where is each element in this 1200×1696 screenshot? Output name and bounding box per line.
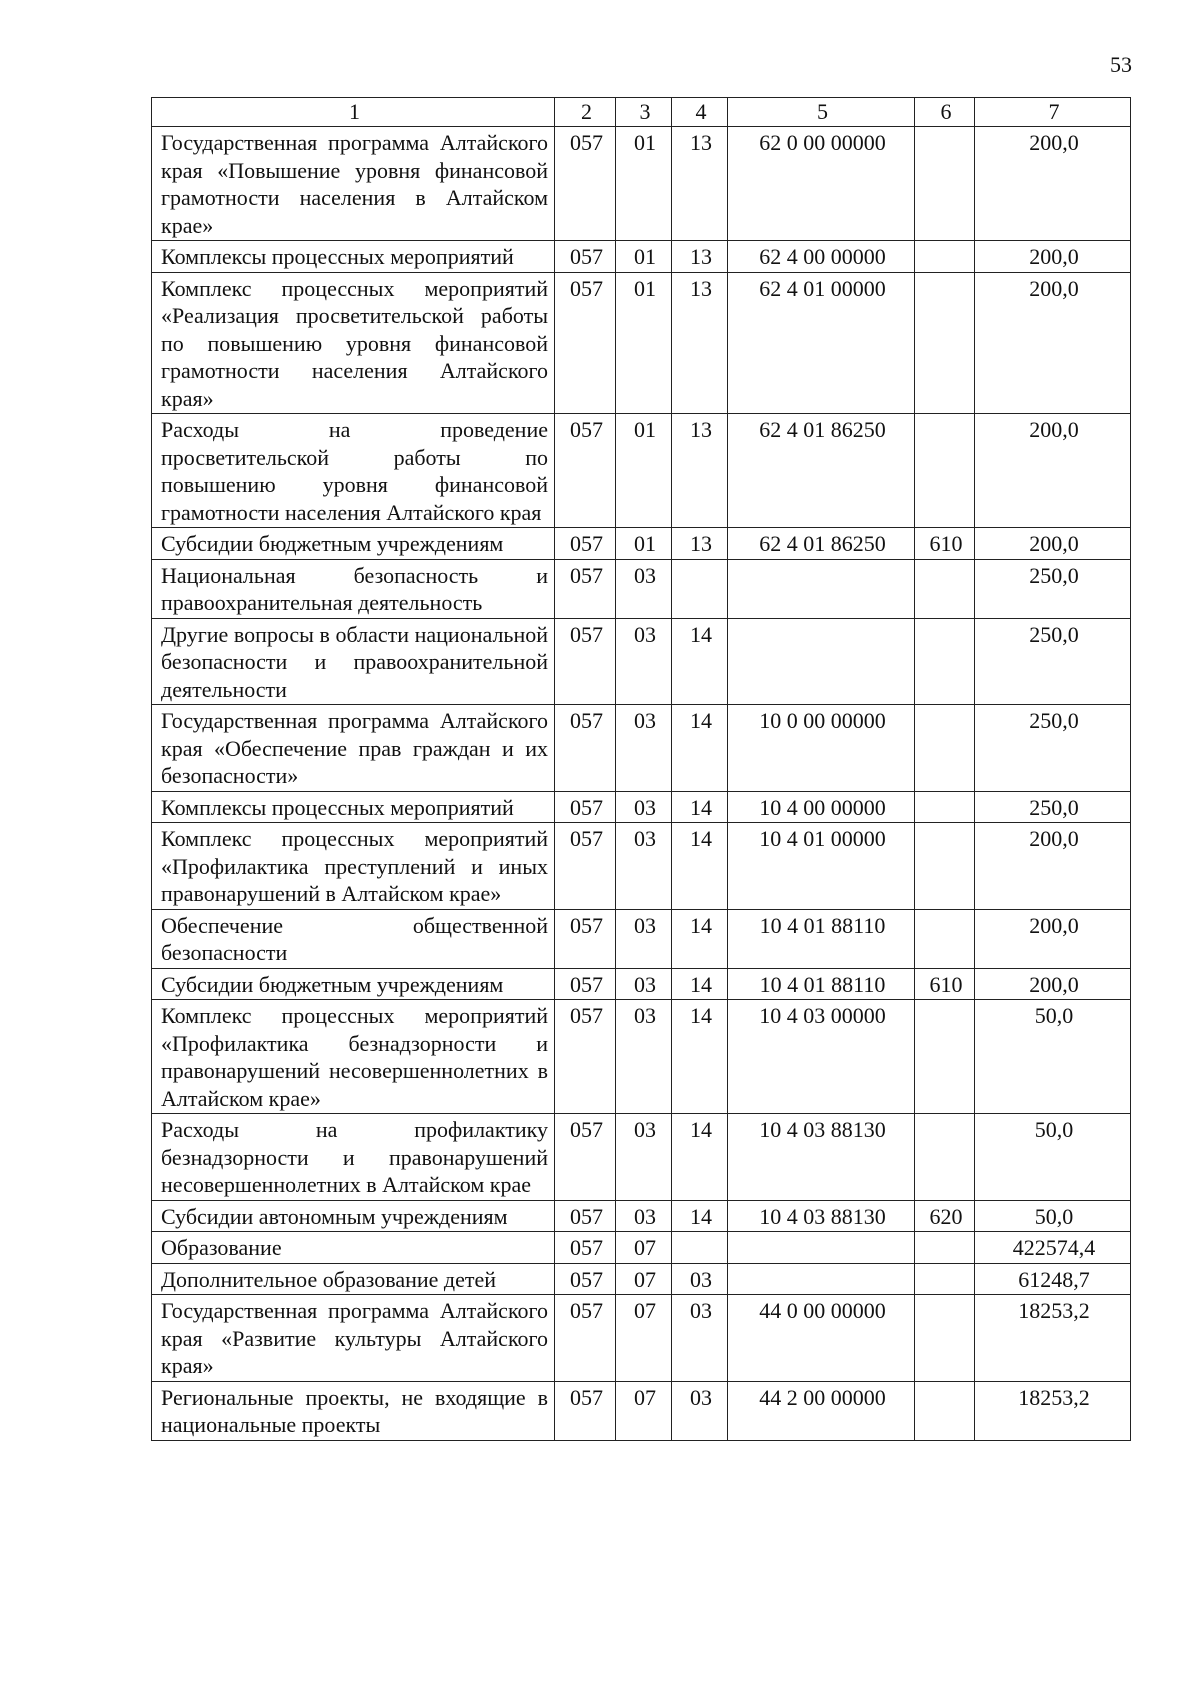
table-row: [152, 705, 1131, 792]
amount-cell: 200,0: [975, 272, 1131, 414]
code-cell: 057: [555, 241, 616, 273]
amount-cell: 200,0: [975, 414, 1131, 528]
row-name-cell: Комплексы процессных мероприятий: [152, 791, 555, 823]
table-row: [152, 414, 1131, 528]
code-cell: 057: [555, 1295, 616, 1382]
expense-type-cell: [915, 1263, 975, 1295]
amount-cell: 50,0: [975, 1000, 1131, 1114]
expense-type-cell: [915, 1114, 975, 1201]
subsection-cell: 14: [672, 1200, 728, 1232]
table-row: [152, 1295, 1131, 1382]
code-cell: 057: [555, 1232, 616, 1264]
amount-cell: 18253,2: [975, 1381, 1131, 1440]
subsection-cell: 03: [672, 1295, 728, 1382]
row-name-cell: Дополнительное образование детей: [152, 1263, 555, 1295]
section-cell: 03: [616, 968, 672, 1000]
target-article-cell: 44 0 00 00000: [728, 1295, 915, 1382]
expense-type-cell: [915, 1000, 975, 1114]
section-cell: 03: [616, 705, 672, 792]
target-article-cell: 44 2 00 00000: [728, 1381, 915, 1440]
code-cell: 057: [555, 705, 616, 792]
subsection-cell: 14: [672, 909, 728, 968]
section-cell: 03: [616, 909, 672, 968]
subsection-cell: 14: [672, 705, 728, 792]
row-name-cell: Государственная программа Алтайского края «Развитие культуры Алтайского края»: [152, 1295, 555, 1382]
subsection-cell: 13: [672, 528, 728, 560]
row-name-cell: Национальная безопасность и правоохранительная деятельность: [152, 559, 555, 618]
subsection-cell: [672, 1232, 728, 1264]
table-row: [152, 1200, 1131, 1232]
section-cell: 03: [616, 559, 672, 618]
row-name-cell: Региональные проекты, не входящие в национальные проекты: [152, 1381, 555, 1440]
expense-type-cell: [915, 1295, 975, 1382]
row-name-cell: Обеспечение общественной безопасности: [152, 909, 555, 968]
expense-type-cell: [915, 414, 975, 528]
target-article-cell: 10 0 00 00000: [728, 705, 915, 792]
expense-type-cell: 610: [915, 968, 975, 1000]
target-article-cell: 10 4 01 00000: [728, 823, 915, 910]
table-row: [152, 909, 1131, 968]
table-row: [152, 528, 1131, 560]
amount-cell: 250,0: [975, 618, 1131, 705]
expense-type-cell: [915, 127, 975, 241]
amount-cell: 250,0: [975, 705, 1131, 792]
header-cell: 5: [728, 98, 915, 127]
expense-type-cell: [915, 705, 975, 792]
code-cell: 057: [555, 127, 616, 241]
table-row: [152, 791, 1131, 823]
target-article-cell: [728, 559, 915, 618]
row-name-cell: Расходы на профилактику безнадзорности и правонарушений несовершеннолетних в Алтайском крае: [152, 1114, 555, 1201]
page-number: 53: [1110, 52, 1132, 77]
amount-cell: 200,0: [975, 823, 1131, 910]
target-article-cell: 10 4 01 88110: [728, 909, 915, 968]
expense-type-cell: [915, 1381, 975, 1440]
target-article-cell: 62 4 01 00000: [728, 272, 915, 414]
budget-table: [151, 97, 1131, 1441]
table-row: [152, 1381, 1131, 1440]
section-cell: 01: [616, 414, 672, 528]
code-cell: 057: [555, 1381, 616, 1440]
section-cell: 03: [616, 791, 672, 823]
section-cell: 03: [616, 1200, 672, 1232]
table-row: [152, 1000, 1131, 1114]
amount-cell: 50,0: [975, 1114, 1131, 1201]
code-cell: 057: [555, 1263, 616, 1295]
amount-cell: 50,0: [975, 1200, 1131, 1232]
amount-cell: 200,0: [975, 127, 1131, 241]
header-cell: 6: [915, 98, 975, 127]
target-article-cell: 62 0 00 00000: [728, 127, 915, 241]
row-name-cell: Комплекс процессных мероприятий «Профилактика преступлений и иных правонарушений в Алтайском крае»: [152, 823, 555, 910]
expense-type-cell: [915, 823, 975, 910]
amount-cell: 250,0: [975, 559, 1131, 618]
expense-type-cell: 620: [915, 1200, 975, 1232]
amount-cell: 422574,4: [975, 1232, 1131, 1264]
row-name-cell: Образование: [152, 1232, 555, 1264]
section-cell: 07: [616, 1232, 672, 1264]
table-row: [152, 968, 1131, 1000]
table-row: [152, 127, 1131, 241]
code-cell: 057: [555, 1000, 616, 1114]
header-cell: 7: [975, 98, 1131, 127]
row-name-cell: Другие вопросы в области национальной безопасности и правоохранительной деятельности: [152, 618, 555, 705]
amount-cell: 200,0: [975, 241, 1131, 273]
amount-cell: 200,0: [975, 528, 1131, 560]
table-row: [152, 241, 1131, 273]
subsection-cell: 13: [672, 241, 728, 273]
code-cell: 057: [555, 414, 616, 528]
subsection-cell: 14: [672, 823, 728, 910]
amount-cell: 250,0: [975, 791, 1131, 823]
subsection-cell: [672, 559, 728, 618]
section-cell: 07: [616, 1263, 672, 1295]
section-cell: 07: [616, 1295, 672, 1382]
target-article-cell: 10 4 00 00000: [728, 791, 915, 823]
code-cell: 057: [555, 1200, 616, 1232]
expense-type-cell: [915, 1232, 975, 1264]
target-article-cell: [728, 1232, 915, 1264]
section-cell: 03: [616, 1114, 672, 1201]
table-row: [152, 1232, 1131, 1264]
expense-type-cell: [915, 909, 975, 968]
target-article-cell: 62 4 00 00000: [728, 241, 915, 273]
target-article-cell: [728, 1263, 915, 1295]
section-cell: 01: [616, 528, 672, 560]
section-cell: 03: [616, 618, 672, 705]
code-cell: 057: [555, 968, 616, 1000]
header-cell: 2: [555, 98, 616, 127]
row-name-cell: Субсидии бюджетным учреждениям: [152, 528, 555, 560]
section-cell: 01: [616, 241, 672, 273]
code-cell: 057: [555, 528, 616, 560]
code-cell: 057: [555, 1114, 616, 1201]
subsection-cell: 14: [672, 791, 728, 823]
expense-type-cell: [915, 241, 975, 273]
subsection-cell: 13: [672, 272, 728, 414]
subsection-cell: 13: [672, 414, 728, 528]
code-cell: 057: [555, 791, 616, 823]
row-name-cell: Комплекс процессных мероприятий «Профилактика безнадзорности и правонарушений несовершеннолетних в Алтайском крае»: [152, 1000, 555, 1114]
target-article-cell: [728, 618, 915, 705]
table-row: [152, 618, 1131, 705]
code-cell: 057: [555, 559, 616, 618]
amount-cell: 18253,2: [975, 1295, 1131, 1382]
row-name-cell: Расходы на проведение просветительской работы по повышению уровня финансовой грамотности населения Алтайского края: [152, 414, 555, 528]
table-row: [152, 559, 1131, 618]
table-row: [152, 1114, 1131, 1201]
target-article-cell: 62 4 01 86250: [728, 414, 915, 528]
subsection-cell: 14: [672, 1114, 728, 1201]
target-article-cell: 10 4 03 00000: [728, 1000, 915, 1114]
expense-type-cell: [915, 272, 975, 414]
amount-cell: 200,0: [975, 909, 1131, 968]
subsection-cell: 14: [672, 618, 728, 705]
section-cell: 07: [616, 1381, 672, 1440]
subsection-cell: 14: [672, 968, 728, 1000]
section-cell: 01: [616, 272, 672, 414]
header-cell: 3: [616, 98, 672, 127]
code-cell: 057: [555, 909, 616, 968]
target-article-cell: 10 4 01 88110: [728, 968, 915, 1000]
subsection-cell: 14: [672, 1000, 728, 1114]
row-name-cell: Государственная программа Алтайского края «Обеспечение прав граждан и их безопасности»: [152, 705, 555, 792]
subsection-cell: 13: [672, 127, 728, 241]
expense-type-cell: 610: [915, 528, 975, 560]
target-article-cell: 62 4 01 86250: [728, 528, 915, 560]
table-row: [152, 823, 1131, 910]
row-name-cell: Субсидии бюджетным учреждениям: [152, 968, 555, 1000]
section-cell: 03: [616, 823, 672, 910]
subsection-cell: 03: [672, 1381, 728, 1440]
table-row: [152, 1263, 1131, 1295]
header-cell: 4: [672, 98, 728, 127]
expense-type-cell: [915, 618, 975, 705]
section-cell: 01: [616, 127, 672, 241]
amount-cell: 61248,7: [975, 1263, 1131, 1295]
section-cell: 03: [616, 1000, 672, 1114]
expense-type-cell: [915, 559, 975, 618]
row-name-cell: Государственная программа Алтайского края «Повышение уровня финансовой грамотности населения в Алтайском крае»: [152, 127, 555, 241]
subsection-cell: 03: [672, 1263, 728, 1295]
table-row: [152, 272, 1131, 414]
header-cell: 1: [152, 98, 555, 127]
row-name-cell: Субсидии автономным учреждениям: [152, 1200, 555, 1232]
amount-cell: 200,0: [975, 968, 1131, 1000]
code-cell: 057: [555, 823, 616, 910]
code-cell: 057: [555, 618, 616, 705]
code-cell: 057: [555, 272, 616, 414]
target-article-cell: 10 4 03 88130: [728, 1114, 915, 1201]
row-name-cell: Комплексы процессных мероприятий: [152, 241, 555, 273]
target-article-cell: 10 4 03 88130: [728, 1200, 915, 1232]
header-row: [152, 98, 1131, 127]
row-name-cell: Комплекс процессных мероприятий «Реализация просветительской работы по повышению уровня финансовой грамотности населения Алтайского края»: [152, 272, 555, 414]
expense-type-cell: [915, 791, 975, 823]
